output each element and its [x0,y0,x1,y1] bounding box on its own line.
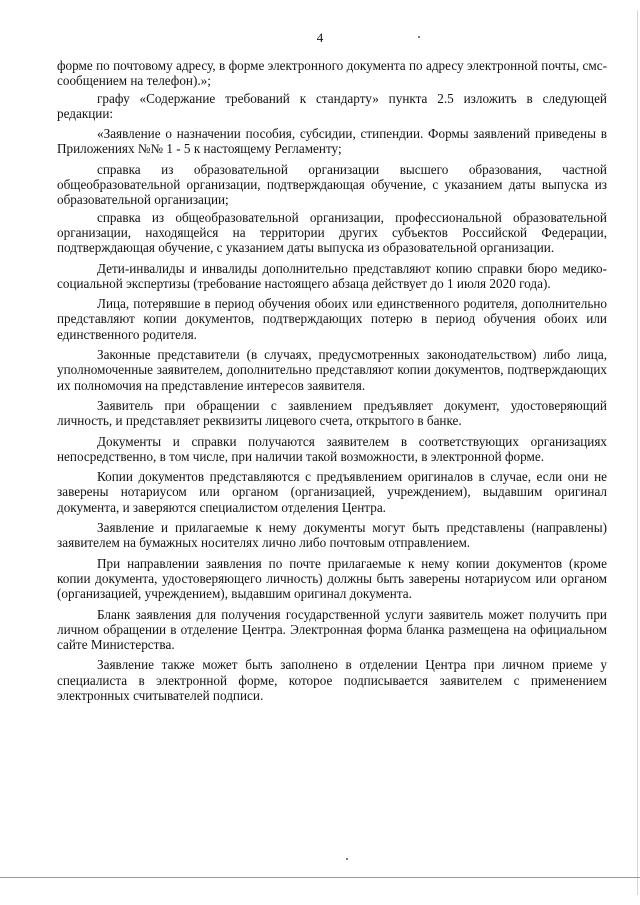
paragraph: Заявление также может быть заполнено в отделении Центра при личном приеме у специалиста в электронной форме, которое подписывается заявителем с применением электронных считывателей подписи. [57,657,607,703]
paragraph: справка из общеобразовательной организации, профессиональной образовательной организации, находящейся на территории других субъектов Российской Федерации, подтверждающая обучение, с указанием даты выпуска из образовательной организации. [57,209,607,256]
scan-speck [346,858,348,860]
paragraph: Документы и справки получаются заявителем в соответствующих организациях непосредственно, в том числе, при наличии такой возможности, в электронной форме. [57,433,607,464]
page-number: 4 [316,30,324,45]
paragraph: форме по почтовому адресу, в форме электронного документа по адресу электронной почты, смс-сообщением на телефон).»; [57,58,607,89]
scan-edge [637,10,638,895]
paragraph: Бланк заявления для получения государственной услуги заявитель может получить при личном обращении в отделение Центра. Электронная форма бланка размещена на официальном сайте Министерства. [57,606,607,653]
paragraph: Законные представители (в случаях, предусмотренных законодательством) либо лица, уполномоченные заявителем, дополнительно представляют копии документов, подтверждающих их полномочия на представление интересов заявителя. [57,347,607,393]
paragraph: справка из образовательной организации высшего образования, частной общеобразовательной организации, подтверждающая обучение, с указанием даты выпуска из образовательной организации; [57,161,607,208]
paragraph: графу «Содержание требований к стандарту» пункта 2.5 изложить в следующей редакции: [57,90,607,121]
paragraph: Заявитель при обращении с заявлением предъявляет документ, удостоверяющий личность, и представляет реквизиты лицевого счета, открытого в банке. [57,397,607,429]
scan-speck [418,36,420,38]
paragraph: «Заявление о назначении пособия, субсидии, стипендии. Формы заявлений приведены в Приложениях №№ 1 - 5 к настоящему Регламенту; [57,126,607,157]
scan-bottom-edge [0,877,640,878]
paragraph: Заявление и прилагаемые к нему документы могут быть представлены (направлены) заявителем на бумажных носителях лично либо почтовым отправлением. [57,520,607,551]
paragraph: Дети-инвалиды и инвалиды дополнительно представляют копию справки бюро медико-социальной экспертизы (требование настоящего абзаца действует до 1 июля 2020 года). [57,260,607,291]
paragraph: Лица, потерявшие в период обучения обоих или единственного родителя, дополнительно представляют копии документов, подтверждающих потерю в период обучения обоих или единственного родителя. [57,296,607,342]
document-body [57,58,607,708]
paragraph: Копии документов представляются с предъявлением оригиналов в случае, если они не заверены нотариусом или органом (организацией, учреждением), выдавшим оригинал документа, и заверяются специалистом отделения Центра. [57,469,607,515]
paragraph: При направлении заявления по почте прилагаемые к нему копии документов (кроме копии документа, удостоверяющего личность) должны быть заверены нотариусом или органом (организацией, учреждением), выдавшим оригинал документа. [57,555,607,602]
